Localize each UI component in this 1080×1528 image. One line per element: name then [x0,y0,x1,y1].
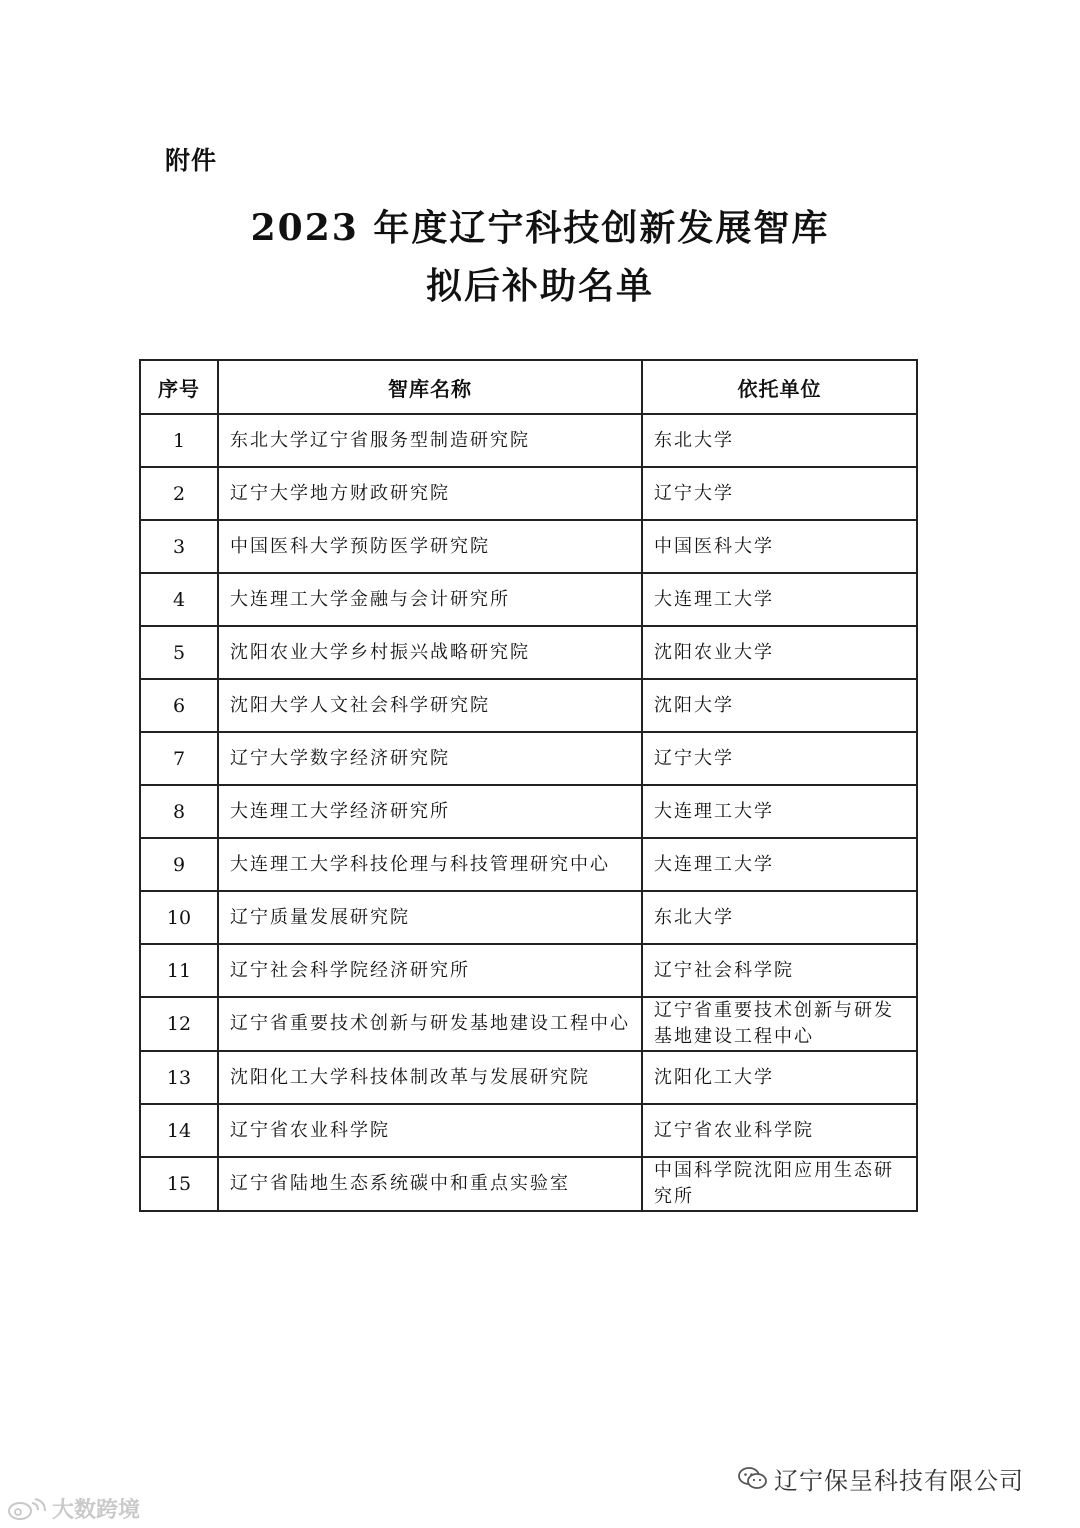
attachment-label: 附件 [165,146,218,175]
row-think-tank-name: 大连理工大学金融与会计研究所 [218,573,642,626]
row-serial-number: 9 [140,838,218,891]
table-row [140,997,917,1051]
table-row [140,1157,917,1211]
row-supporting-unit: 沈阳化工大学 [642,1051,917,1104]
header-supporting-unit: 依托单位 [642,360,917,414]
table-row [140,626,917,679]
row-supporting-unit: 大连理工大学 [642,785,917,838]
table-row [140,1051,917,1104]
row-think-tank-name: 辽宁质量发展研究院 [218,891,642,944]
row-serial-number: 15 [140,1157,218,1211]
row-think-tank-name: 辽宁省陆地生态系统碳中和重点实验室 [218,1157,642,1211]
table-row [140,1104,917,1157]
row-supporting-unit: 辽宁大学 [642,467,917,520]
row-supporting-unit: 大连理工大学 [642,573,917,626]
row-serial-number: 8 [140,785,218,838]
row-think-tank-name: 大连理工大学科技伦理与科技管理研究中心 [218,838,642,891]
row-supporting-unit: 辽宁大学 [642,732,917,785]
table-row [140,414,917,467]
table-row [140,679,917,732]
table-row [140,573,917,626]
row-think-tank-name: 沈阳农业大学乡村振兴战略研究院 [218,626,642,679]
row-serial-number: 14 [140,1104,218,1157]
row-think-tank-name: 辽宁省重要技术创新与研发基地建设工程中心 [218,997,642,1051]
row-think-tank-name: 沈阳化工大学科技体制改革与发展研究院 [218,1051,642,1104]
wechat-icon [738,1466,768,1492]
row-supporting-unit: 中国医科大学 [642,520,917,573]
table-row [140,520,917,573]
footer-brand-name: 辽宁保呈科技有限公司 [774,1467,1024,1495]
footer-brand [738,1461,1024,1496]
row-supporting-unit: 大连理工大学 [642,838,917,891]
table-row [140,785,917,838]
row-think-tank-name: 辽宁大学数字经济研究院 [218,732,642,785]
row-serial-number: 3 [140,520,218,573]
document-title-line2: 拟后补助名单 [425,265,654,307]
row-think-tank-name: 大连理工大学经济研究所 [218,785,642,838]
row-serial-number: 13 [140,1051,218,1104]
row-serial-number: 1 [140,414,218,467]
weibo-icon [6,1497,48,1521]
header-serial-number: 序号 [140,360,218,414]
row-supporting-unit: 辽宁省农业科学院 [642,1104,917,1157]
row-serial-number: 12 [140,997,218,1051]
row-think-tank-name: 东北大学辽宁省服务型制造研究院 [218,414,642,467]
subsidy-list-table [139,359,918,1212]
table-row [140,838,917,891]
row-serial-number: 7 [140,732,218,785]
row-serial-number: 11 [140,944,218,997]
header-think-tank-name: 智库名称 [218,360,642,414]
row-supporting-unit: 沈阳大学 [642,679,917,732]
row-serial-number: 6 [140,679,218,732]
row-supporting-unit: 辽宁社会科学院 [642,944,917,997]
table-row [140,944,917,997]
row-serial-number: 10 [140,891,218,944]
table-row [140,891,917,944]
watermark-text: 大数跨境 [52,1498,141,1523]
row-supporting-unit: 东北大学 [642,414,917,467]
row-think-tank-name: 辽宁社会科学院经济研究所 [218,944,642,997]
table-header-row [140,360,917,414]
row-supporting-unit: 辽宁省重要技术创新与研发基地建设工程中心 [642,997,917,1051]
row-think-tank-name: 辽宁大学地方财政研究院 [218,467,642,520]
document-title-line1: 2023 年度辽宁科技创新发展智库 [250,207,830,249]
table-row [140,732,917,785]
watermark [6,1493,140,1524]
row-serial-number: 2 [140,467,218,520]
row-supporting-unit: 沈阳农业大学 [642,626,917,679]
row-think-tank-name: 中国医科大学预防医学研究院 [218,520,642,573]
row-supporting-unit: 东北大学 [642,891,917,944]
row-think-tank-name: 辽宁省农业科学院 [218,1104,642,1157]
table-row [140,467,917,520]
row-serial-number: 5 [140,626,218,679]
row-supporting-unit: 中国科学院沈阳应用生态研究所 [642,1157,917,1211]
row-serial-number: 4 [140,573,218,626]
row-think-tank-name: 沈阳大学人文社会科学研究院 [218,679,642,732]
